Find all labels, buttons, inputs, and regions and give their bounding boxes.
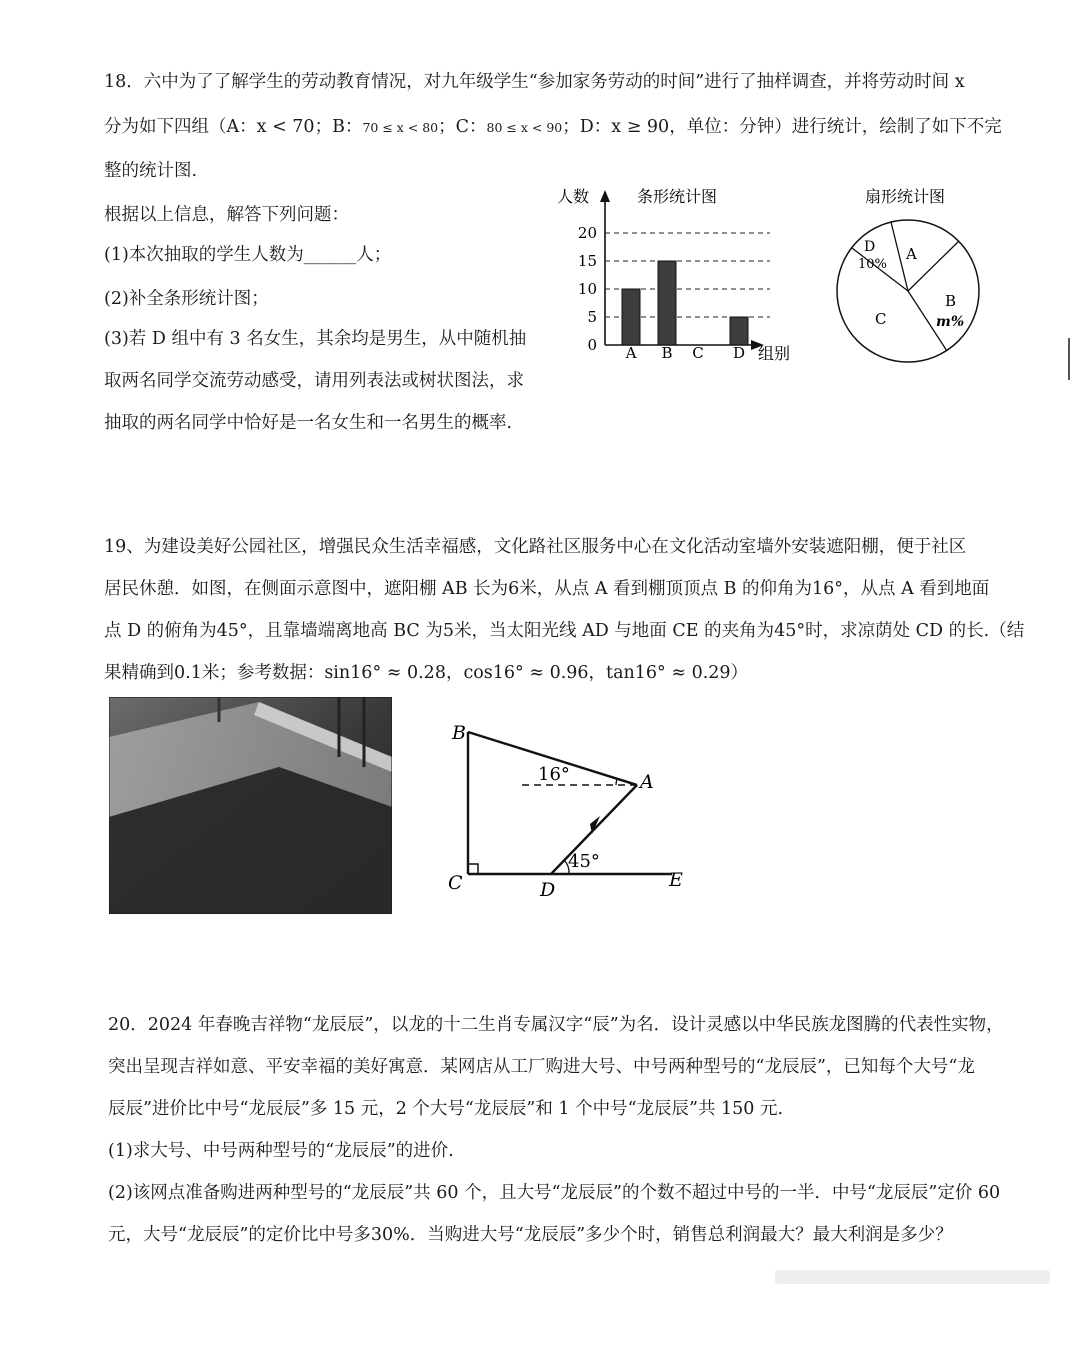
- x-tick-label-D: D: [732, 344, 746, 362]
- q18-line-2c: ；C：: [438, 117, 487, 137]
- point-d-label: D: [540, 879, 556, 901]
- q18-question-1: (1)本次抽取的学生人数为______人；: [104, 245, 392, 265]
- pie-label-d: D: [864, 239, 876, 255]
- bar-A: [622, 289, 640, 345]
- bar-D: [730, 317, 748, 345]
- y-tick-label: 15: [577, 252, 597, 270]
- q20-line-3: 辰辰”进价比中号“龙辰辰”多 15 元，2 个大号“龙辰辰”和 1 个中号“龙辰辰”共 150 元.: [108, 1099, 784, 1119]
- q18-line-2a: 分为如下四组（A：x < 70；B：: [104, 117, 363, 137]
- x-tick-label-A: A: [625, 344, 637, 362]
- geometry-diagram: [440, 718, 690, 903]
- bar-chart-x-ticks: [625, 344, 745, 362]
- x-tick-label-B: B: [661, 344, 673, 362]
- q19-line-2: 居民休憩．如图，在侧面示意图中，遮阳棚 AB 长为6米，从点 A 看到棚顶顶点 B 的仰角为16°，从点 A 看到地面: [104, 579, 990, 599]
- bar-B: [658, 261, 676, 345]
- bar-chart: [555, 178, 815, 373]
- scan-shadow: [775, 1270, 1050, 1284]
- q18-range-b: 70 ≤ x < 80: [362, 120, 439, 135]
- bar-chart-xlabel: 组别: [758, 344, 791, 363]
- q20-question-2-line-2: 元，大号“龙辰辰”的定价比中号多30%．当购进大号“龙辰辰”多少个时，销售总利润最大？最大利润是多少？: [108, 1225, 953, 1245]
- pie-label-c: C: [875, 310, 887, 328]
- bar-chart-bars: [622, 261, 748, 345]
- angle-16-label: 16°: [538, 764, 570, 785]
- q18-range-c: 80 ≤ x < 90: [486, 120, 563, 135]
- pie-chart: [830, 178, 1000, 378]
- pie-chart-title: 扇形统计图: [865, 187, 946, 206]
- q18-line-2e: ；D：x ≥ 90，单位：分钟）进行统计，绘制了如下不完: [562, 117, 1002, 137]
- q20-line-2: 突出呈现吉祥如意、平安幸福的美好寓意．某网店从工厂购进大号、中号两种型号的“龙辰辰”，已知每个大号“龙: [108, 1057, 975, 1077]
- q18-line-4: 根据以上信息，解答下列问题：: [104, 205, 349, 225]
- q18-question-3-line-1: (3)若 D 组中有 3 名女生，其余均是男生，从中随机抽: [104, 329, 527, 349]
- angle-16-arc: [616, 779, 617, 785]
- awning-photo: [109, 697, 392, 914]
- q18-question-2: (2)补全条形统计图；: [104, 289, 269, 309]
- q20-line-1: 20．2024 年春晚吉祥物“龙辰辰”，以龙的十二生肖专属汉字“辰”为名．设计灵感以中华民族龙图腾的代表性实物，: [108, 1015, 1004, 1035]
- q19-line-3: 点 D 的俯角为45°，且靠墙端离地高 BC 为5米，当太阳光线 AD 与地面 CE 的夹角为45°时，求凉荫处 CD 的长.（结: [104, 621, 1025, 641]
- y-tick-label: 5: [587, 308, 597, 326]
- q18-question-3-line-3: 抽取的两名同学中恰好是一名女生和一名男生的概率.: [104, 413, 513, 433]
- q18-line-2: [104, 116, 1002, 139]
- pie-label-a: A: [906, 245, 917, 263]
- y-tick-label: 10: [577, 280, 597, 298]
- bar-chart-title: 条形统计图: [637, 187, 718, 206]
- right-angle-mark: [468, 864, 478, 874]
- q18-line-3: 整的统计图.: [104, 161, 198, 181]
- point-e-label: E: [669, 869, 683, 891]
- y-tick-label: 0: [587, 336, 597, 354]
- page-edge-mark: [1068, 338, 1070, 380]
- y-tick-label: 20: [577, 224, 597, 242]
- point-a-label: A: [640, 771, 654, 793]
- pie-label-d-percent: 10%: [858, 257, 887, 272]
- bar-chart-ylabel: 人数: [557, 187, 590, 206]
- q20-question-1: (1)求大号、中号两种型号的“龙辰辰”的进价.: [108, 1141, 454, 1161]
- q19-line-4: 果精确到0.1米；参考数据：sin16° ≈ 0.28，cos16° ≈ 0.96，tan16° ≈ 0.29）: [104, 663, 749, 683]
- pie-label-b: B: [945, 292, 957, 310]
- q18-question-3-line-2: 取两名同学交流劳动感受，请用列表法或树状图法，求: [104, 371, 524, 391]
- angle-45-label: 45°: [568, 851, 600, 872]
- pie-label-b-percent: m%: [936, 314, 965, 330]
- bar-chart-y-ticks: [578, 224, 597, 354]
- q20-question-2-line-1: (2)该网点准备购进两种型号的“龙辰辰”共 60 个，且大号“龙辰辰”的个数不超过中号的一半．中号“龙辰辰”定价 60: [108, 1183, 1001, 1203]
- point-b-label: B: [452, 722, 466, 744]
- q18-line-1: 18．六中为了了解学生的劳动教育情况，对九年级学生“参加家务劳动的时间”进行了抽样调查，并将劳动时间 x: [104, 72, 965, 92]
- y-axis-arrow-icon: [600, 190, 610, 202]
- q19-line-1: 19、为建设美好公园社区，增强民众生活幸福感，文化路社区服务中心在文化活动室墙外安装遮阳棚，便于社区: [104, 537, 967, 557]
- point-c-label: C: [448, 872, 463, 894]
- x-tick-label-C: C: [692, 344, 704, 362]
